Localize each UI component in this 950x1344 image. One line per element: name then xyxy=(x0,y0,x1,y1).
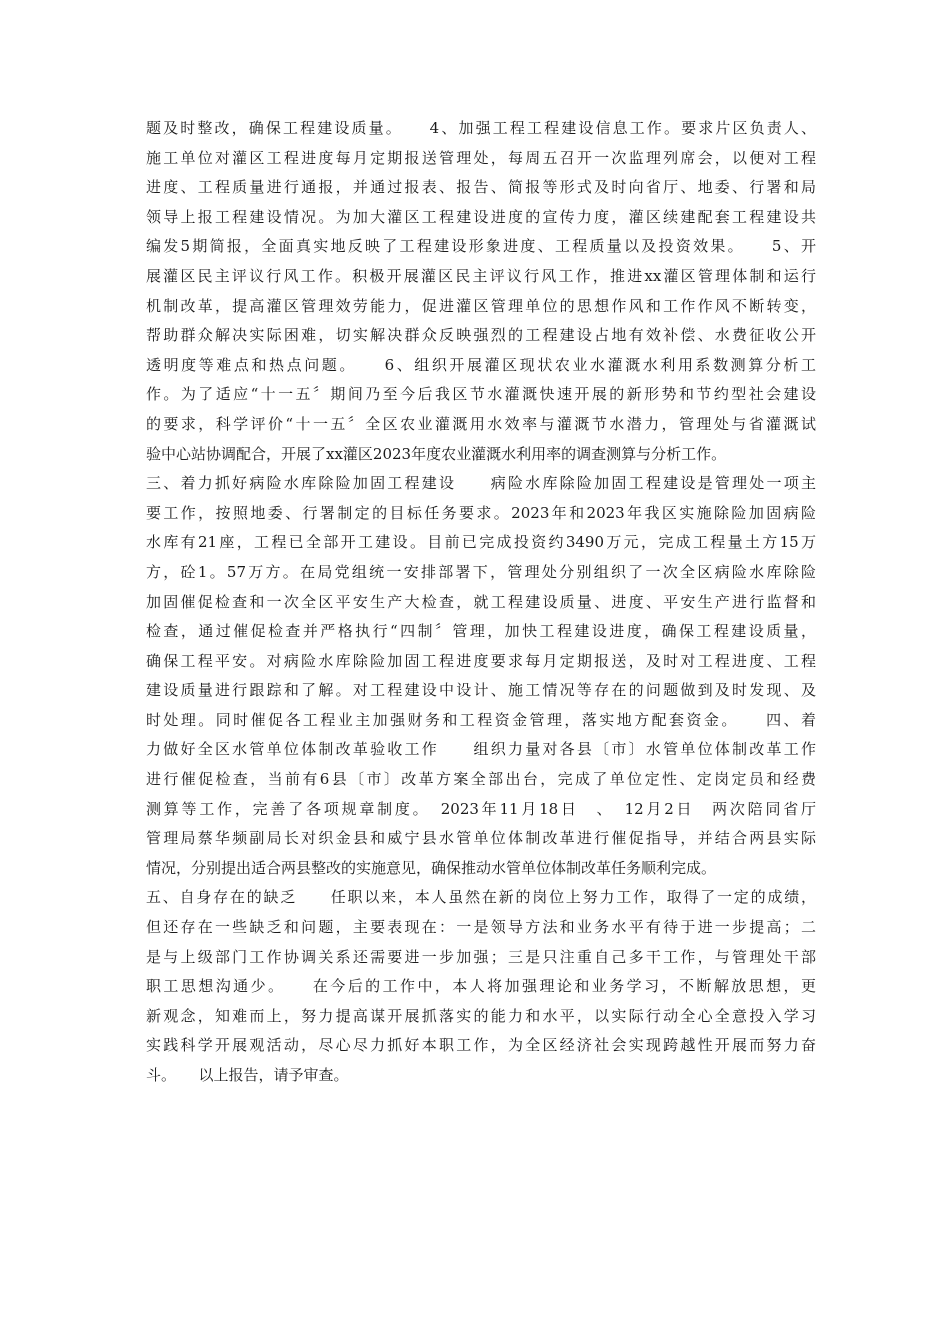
text-line: 题及时整改，确保工程建设质量。 4、加强工程工程建设信息工作。要求片区负责人、 xyxy=(146,119,816,137)
text-line: 是与上级部门工作协调关系还需要进一步加强；三是只注重自己多干工作，与管理处干部 xyxy=(146,947,816,966)
text-line: 三、着力抓好病险水库除险加固工程建设 病险水库除险加固工程建设是管理处一项主 xyxy=(146,474,816,493)
text-line: 情况，分别提出适合两县整改的实施意见，确保推动水管单位体制改革任务顺利完成。 xyxy=(146,858,717,877)
report-body-text xyxy=(146,114,816,1091)
text-line: 职工思想沟通少。 在今后的工作中，本人将加强理论和业务学习，不断解放思想，更 xyxy=(146,977,816,996)
text-line: 透明度等难点和热点问题。 6、组织开展灌区现状农业水灌溉水利用系数测算分析工 xyxy=(146,355,816,374)
text-line: 力做好全区水管单位体制改革验收工作 组织力量对各县〔市〕水管单位体制改革工作 xyxy=(146,740,816,759)
text-line: 机制改革，提高灌区管理效劳能力，促进灌区管理单位的思想作风和工作作风不断转变， xyxy=(146,296,816,315)
text-line: 测算等工作，完善了各项规章制度。 2023年11月18日 、 12月2日 两次陪同省厅 xyxy=(146,799,816,818)
text-line: 水库有21座，工程已全部开工建设。目前已完成投资约3490万元，完成工程量土方15万 xyxy=(146,533,816,552)
text-line: 方，砼1。57万方。在局党组统一安排部署下，管理处分别组织了一次全区病险水库除险 xyxy=(146,562,816,581)
text-line: 展灌区民主评议行风工作。积极开展灌区民主评议行风工作，推进xx灌区管理体制和运行 xyxy=(146,266,816,285)
text-line: 实践科学开展观活动，尽心尽力抓好本职工作，为全区经济社会实现跨越性开展而努力奋 xyxy=(146,1036,816,1055)
text-line: 编发5期简报，全面真实地反映了工程建设形象进度、工程质量以及投资效果。 5、开 xyxy=(146,237,816,256)
text-line: 加固催促检查和一次全区平安生产大检查，就工程建设质量、进度、平安生产进行监督和 xyxy=(146,592,816,611)
text-line: 帮助群众解决实际困难，切实解决群众反映强烈的工程建设占地有效补偿、水费征收公开 xyxy=(146,326,816,345)
text-line: 进行催促检查，当前有6县〔市〕改革方案全部出台，完成了单位定性、定岗定员和经费 xyxy=(146,770,816,789)
text-line: 新观念，知难而上，努力提高谋开展抓落实的能力和水平，以实际行动全心全意投入学习 xyxy=(146,1006,816,1025)
text-line: 检查，通过催促检查并严格执行“四制〞管理，加快工程建设进度，确保工程建设质量， xyxy=(146,622,816,641)
text-line: 斗。 以上报告，请予审查。 xyxy=(146,1066,349,1084)
text-line: 要工作，按照地委、行署制定的目标任务要求。2023年和2023年我区实施除险加固病险 xyxy=(146,503,816,522)
text-line: 施工单位对灌区工程进度每月定期报送管理处，每周五召开一次监理列席会，以便对工程 xyxy=(146,148,816,167)
text-line: 建设质量进行跟踪和了解。对工程建设中设计、施工情况等存在的问题做到及时发现、及 xyxy=(146,681,816,700)
text-line: 时处理。同时催促各工程业主加强财务和工程资金管理，落实地方配套资金。 四、着 xyxy=(146,710,816,729)
text-line: 的要求，科学评价“十一五〞全区农业灌溉用水效率与灌溉节水潜力，管理处与省灌溉试 xyxy=(146,414,816,433)
text-line: 管理局蔡华频副局长对织金县和威宁县水管单位体制改革进行催促指导，并结合两县实际 xyxy=(146,829,816,848)
text-line: 进度、工程质量进行通报，并通过报表、报告、简报等形式及时向省厅、地委、行署和局 xyxy=(146,178,816,197)
text-line: 五、自身存在的缺乏 任职以来，本人虽然在新的岗位上努力工作，取得了一定的成绩， xyxy=(146,888,816,907)
text-line: 验中心站协调配合，开展了xx灌区2023年度农业灌溉水利用率的调查测算与分析工作。 xyxy=(146,444,727,463)
text-line: 但还存在一些缺乏和问题，主要表现在：一是领导方法和业务水平有待于进一步提高；二 xyxy=(146,918,816,937)
text-line: 作。为了适应“十一五〞期间乃至今后我区节水灌溉快速开展的新形势和节约型社会建设 xyxy=(146,385,816,404)
text-line: 确保工程平安。对病险水库除险加固工程进度要求每月定期报送，及时对工程进度、工程 xyxy=(146,651,816,670)
text-line: 领导上报工程建设情况。为加大灌区工程建设进度的宣传力度，灌区续建配套工程建设共 xyxy=(146,207,816,226)
